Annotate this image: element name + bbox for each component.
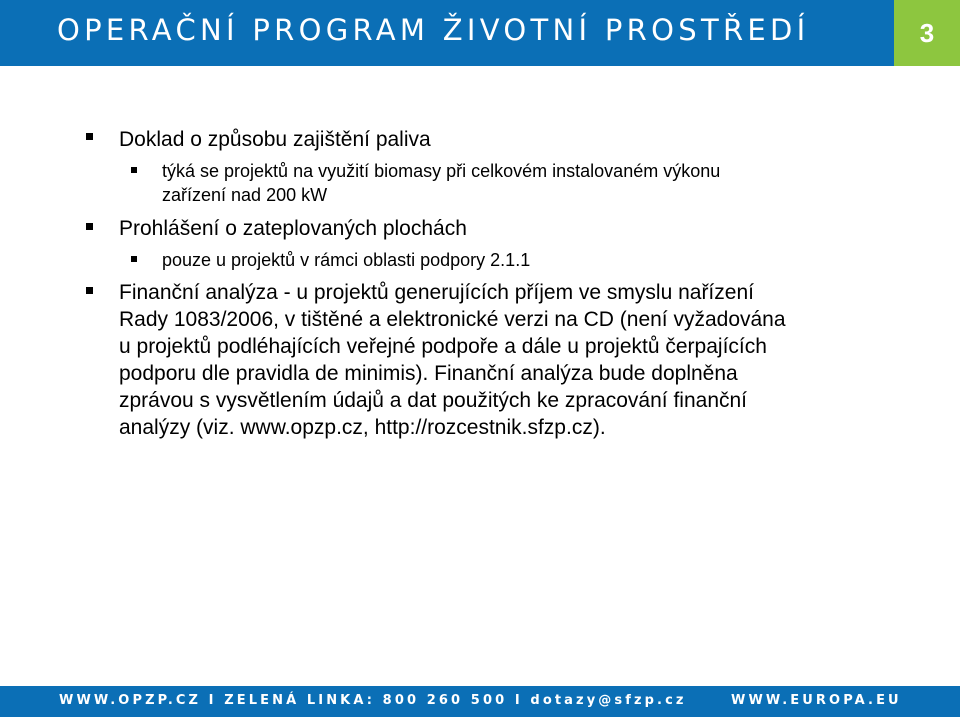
square-bullet-icon <box>131 167 137 173</box>
square-bullet-icon <box>86 287 93 294</box>
footer-contact-text: WWW.OPZP.CZ I ZELENÁ LINKA: 800 260 500 I dotazy@sfzp.cz <box>59 693 687 708</box>
bullet-text-line: analýzy (viz. www.opzp.cz, http://rozcestnik.sfzp.cz). <box>119 416 606 439</box>
square-bullet-icon <box>131 256 137 262</box>
bullet-text: Prohlášení o zateplovaných plochách <box>119 217 467 240</box>
square-bullet-icon <box>86 133 93 140</box>
program-title: OPERAČNÍ PROGRAM ŽIVOTNÍ PROSTŘEDÍ <box>57 13 810 47</box>
page-number: 3 <box>894 0 960 66</box>
bullet-text: Doklad o způsobu zajištění paliva <box>119 128 431 151</box>
bullet-text-line: podporu dle pravidla de minimis). Finanční analýza bude doplněna <box>119 362 738 385</box>
square-bullet-icon <box>86 223 93 230</box>
sub-bullet-text: pouze u projektů v rámci oblasti podpory 2.1.1 <box>162 250 531 270</box>
sub-bullet-text: zařízení nad 200 kW <box>162 185 328 205</box>
sub-bullet-text: týká se projektů na využití biomasy při celkovém instalovaném výkonu <box>162 161 721 181</box>
bullet-text-line: Finanční analýza - u projektů generujících příjem ve smyslu nařízení <box>119 281 754 304</box>
bullet-text-line: Rady 1083/2006, v tištěné a elektronické verzi na CD (není vyžadována <box>119 308 786 331</box>
bullet-text-line: zprávou s vysvětlením údajů a dat použitých ke zpracování finanční <box>119 389 748 412</box>
bullet-text-line: u projektů podléhajících veřejné podpoře a dále u projektů čerpajících <box>119 335 767 358</box>
header-bar <box>0 0 960 66</box>
footer-bar <box>0 686 960 717</box>
footer-europa-link[interactable]: WWW.EUROPA.EU <box>731 693 902 708</box>
